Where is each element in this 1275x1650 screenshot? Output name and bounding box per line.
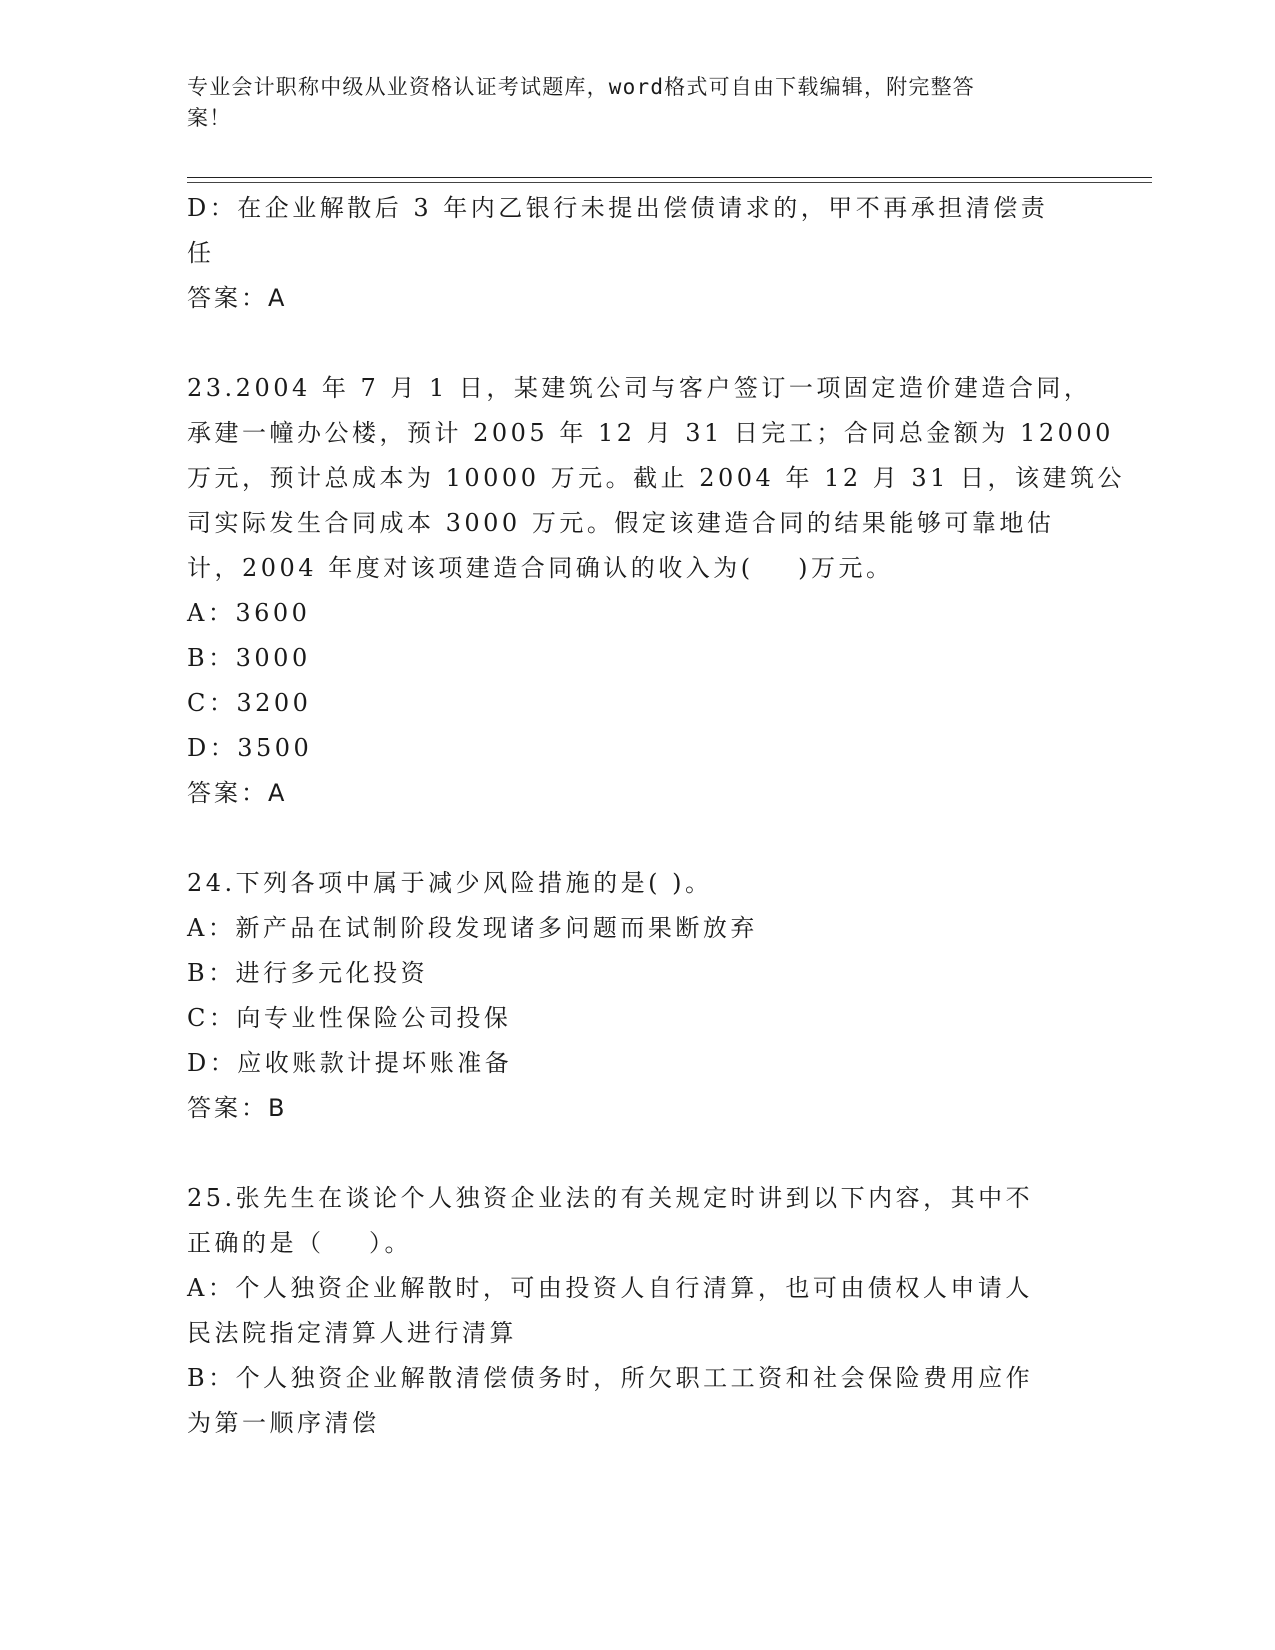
option-a: A：3600	[187, 599, 311, 627]
spacer	[187, 1131, 1067, 1176]
question-stem: 万元，预计总成本为 10000 万元。截止 2004 年 12 月 31 日，该建筑公	[187, 464, 1126, 492]
question-22-tail	[187, 186, 1067, 321]
option-d: D：应收账款计提坏账准备	[187, 1049, 513, 1077]
question-stem: 司实际发生合同成本 3000 万元。假定该建造合同的结果能够可靠地估	[187, 509, 1055, 537]
question-stem: 承建一幢办公楼，预计 2005 年 12 月 31 日完工；合同总金额为 12000	[187, 419, 1114, 447]
document-body	[187, 186, 1126, 1446]
option-b: B：个人独资企业解散清偿债务时，所欠职工工资和社会保险费用应作	[187, 1364, 1034, 1392]
option-a-continuation: 民法院指定清算人进行清算	[187, 1319, 517, 1347]
header-divider-secondary	[187, 182, 1152, 183]
question-stem: 正确的是（ ）。	[187, 1229, 413, 1257]
question-25	[187, 1176, 1067, 1446]
option-d: D：在企业解散后 3 年内乙银行未提出偿债请求的，甲不再承担清偿责	[187, 194, 1049, 222]
option-c: C：向专业性保险公司投保	[187, 1004, 512, 1032]
answer-line: 答案：B	[187, 1094, 288, 1122]
option-d-continuation: 任	[187, 239, 215, 267]
option-b: B：进行多元化投资	[187, 959, 429, 987]
page-header	[187, 72, 1067, 134]
answer-line: 答案：A	[187, 284, 288, 312]
question-23	[187, 366, 1126, 816]
spacer	[187, 321, 1067, 366]
option-c: C：3200	[187, 689, 312, 717]
answer-line: 答案：A	[187, 779, 288, 807]
spacer	[187, 816, 1067, 861]
option-d: D：3500	[187, 734, 313, 762]
question-stem: 计，2004 年度对该项建造合同确认的收入为( )万元。	[187, 554, 894, 582]
option-a: A：个人独资企业解散时，可由投资人自行清算，也可由债权人申请人	[187, 1274, 1033, 1302]
header-line: 专业会计职称中级从业资格认证考试题库，word格式可自由下载编辑，附完整答	[187, 75, 975, 99]
header-line: 案！	[187, 106, 232, 130]
question-stem: 24.下列各项中属于减少风险措施的是( )。	[187, 869, 713, 897]
option-a: A：新产品在试制阶段发现诸多问题而果断放弃	[187, 914, 758, 942]
question-24	[187, 861, 1067, 1131]
option-b-continuation: 为第一顺序清偿	[187, 1409, 380, 1437]
question-stem: 23.2004 年 7 月 1 日，某建筑公司与客户签订一项固定造价建造合同，	[187, 374, 1092, 402]
question-stem: 25.张先生在谈论个人独资企业法的有关规定时讲到以下内容，其中不	[187, 1184, 1034, 1212]
option-b: B：3000	[187, 644, 311, 672]
header-divider	[187, 177, 1152, 178]
